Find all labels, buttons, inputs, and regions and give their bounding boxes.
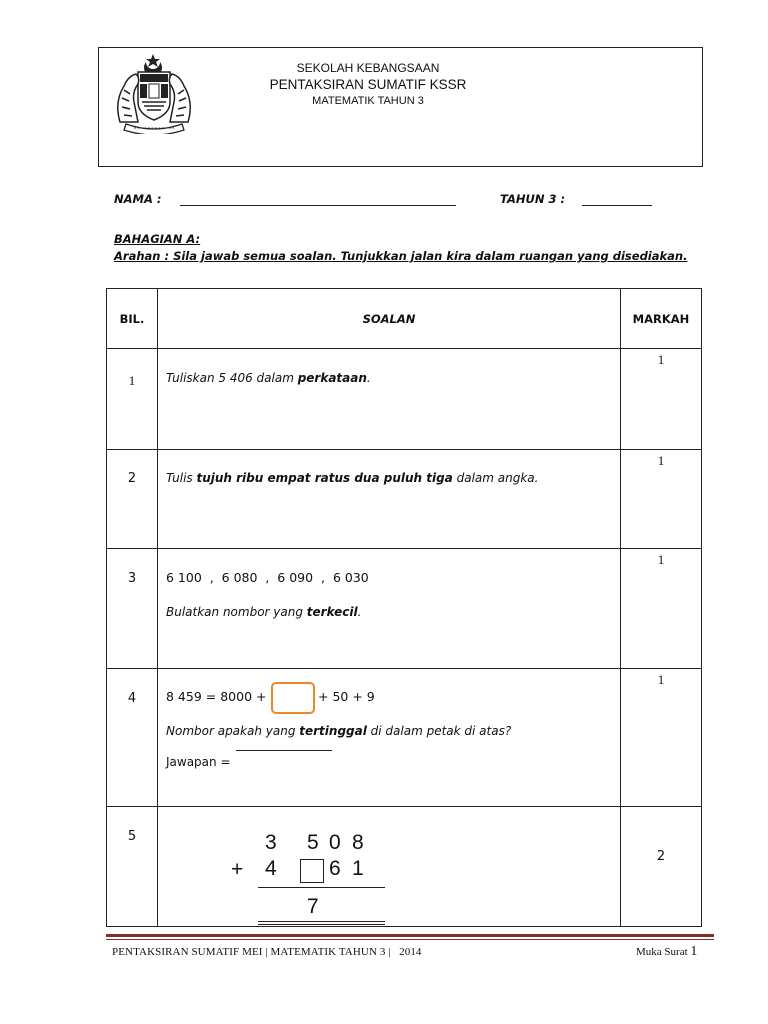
table-row [107, 549, 702, 669]
mark-cell: 1 [621, 450, 702, 549]
question-4: 8 459 = 8000 + + 50 + 9 Nombor apakah yang tertinggal di dalam petak di atas? Jawapan = [158, 669, 621, 807]
addend2-digit: 6 [329, 857, 341, 880]
subject-title: MATEMATIK TAHUN 3 [312, 95, 424, 107]
addend1-digit: 5 [307, 831, 319, 854]
table-row [107, 807, 702, 927]
question-number: 5 [107, 807, 158, 927]
addend1-digit: 3 [265, 831, 277, 854]
footer-rule [106, 939, 714, 940]
result-digit: 7 [307, 895, 319, 918]
section-title: BAHAGIAN A: [114, 232, 201, 246]
number-list[interactable]: 6 100 , 6 080 , 6 090 , 6 030 [166, 570, 369, 585]
table-row [107, 450, 702, 549]
mark-cell: 1 [621, 669, 702, 807]
mark-cell: 1 [621, 549, 702, 669]
header-bil: BIL. [107, 289, 158, 349]
plus-sign: + [231, 858, 244, 881]
section-instruction: Arahan : Sila jawab semua soalan. Tunjukkan jalan kira dalam ruangan yang disediakan. [114, 249, 688, 263]
addend1-digit: 0 [329, 831, 341, 854]
question-number: 3 [107, 549, 158, 669]
tahun-label: TAHUN 3 : [500, 192, 566, 206]
header-markah: MARKAH [621, 289, 702, 349]
question-table [106, 288, 702, 927]
question-2: Tulis tujuh ribu empat ratus dua puluh tiga dalam angka. [158, 450, 621, 549]
tahun-blank[interactable] [582, 205, 652, 206]
sum-line [258, 887, 385, 888]
nama-blank[interactable] [180, 205, 456, 206]
assessment-title: PENTAKSIRAN SUMATIF KSSR [269, 77, 467, 92]
question-number: 2 [107, 450, 158, 549]
addend1-digit: 8 [352, 831, 364, 854]
equation-right: + 50 + 9 [318, 689, 375, 704]
answer-label: Jawapan = [166, 755, 231, 769]
footer-text: PENTAKSIRAN SUMATIF MEI | MATEMATIK TAHUN 3 | 2014 [112, 946, 422, 958]
question-5 [158, 807, 621, 927]
question-number: 4 [107, 669, 158, 807]
footer-rule [106, 934, 714, 937]
result-line [258, 924, 385, 925]
malaysia-coat-of-arms-icon [112, 52, 196, 134]
nama-label: NAMA : [114, 192, 162, 206]
table-row [107, 349, 702, 450]
question-3: 6 100 , 6 080 , 6 090 , 6 030 Bulatkan nombor yang terkecil. [158, 549, 621, 669]
question-number: 1 [107, 349, 158, 450]
page-number: Muka Surat 1 [636, 944, 698, 959]
equation-left: 8 459 = 8000 + [166, 689, 267, 704]
mark-cell: 2 [621, 807, 702, 927]
addend2-digit: 1 [352, 857, 364, 880]
answer-box[interactable] [271, 682, 315, 714]
addend2-digit: 4 [265, 857, 277, 880]
table-row [107, 669, 702, 807]
answer-blank[interactable] [236, 750, 332, 751]
header-soalan: SOALAN [158, 289, 621, 349]
missing-digit-box[interactable] [300, 859, 324, 883]
school-name: SEKOLAH KEBANGSAAN [296, 61, 440, 75]
result-line [258, 921, 385, 922]
question-1: Tuliskan 5 406 dalam perkataan. [158, 349, 621, 450]
table-header-row [107, 289, 702, 349]
mark-cell: 1 [621, 349, 702, 450]
